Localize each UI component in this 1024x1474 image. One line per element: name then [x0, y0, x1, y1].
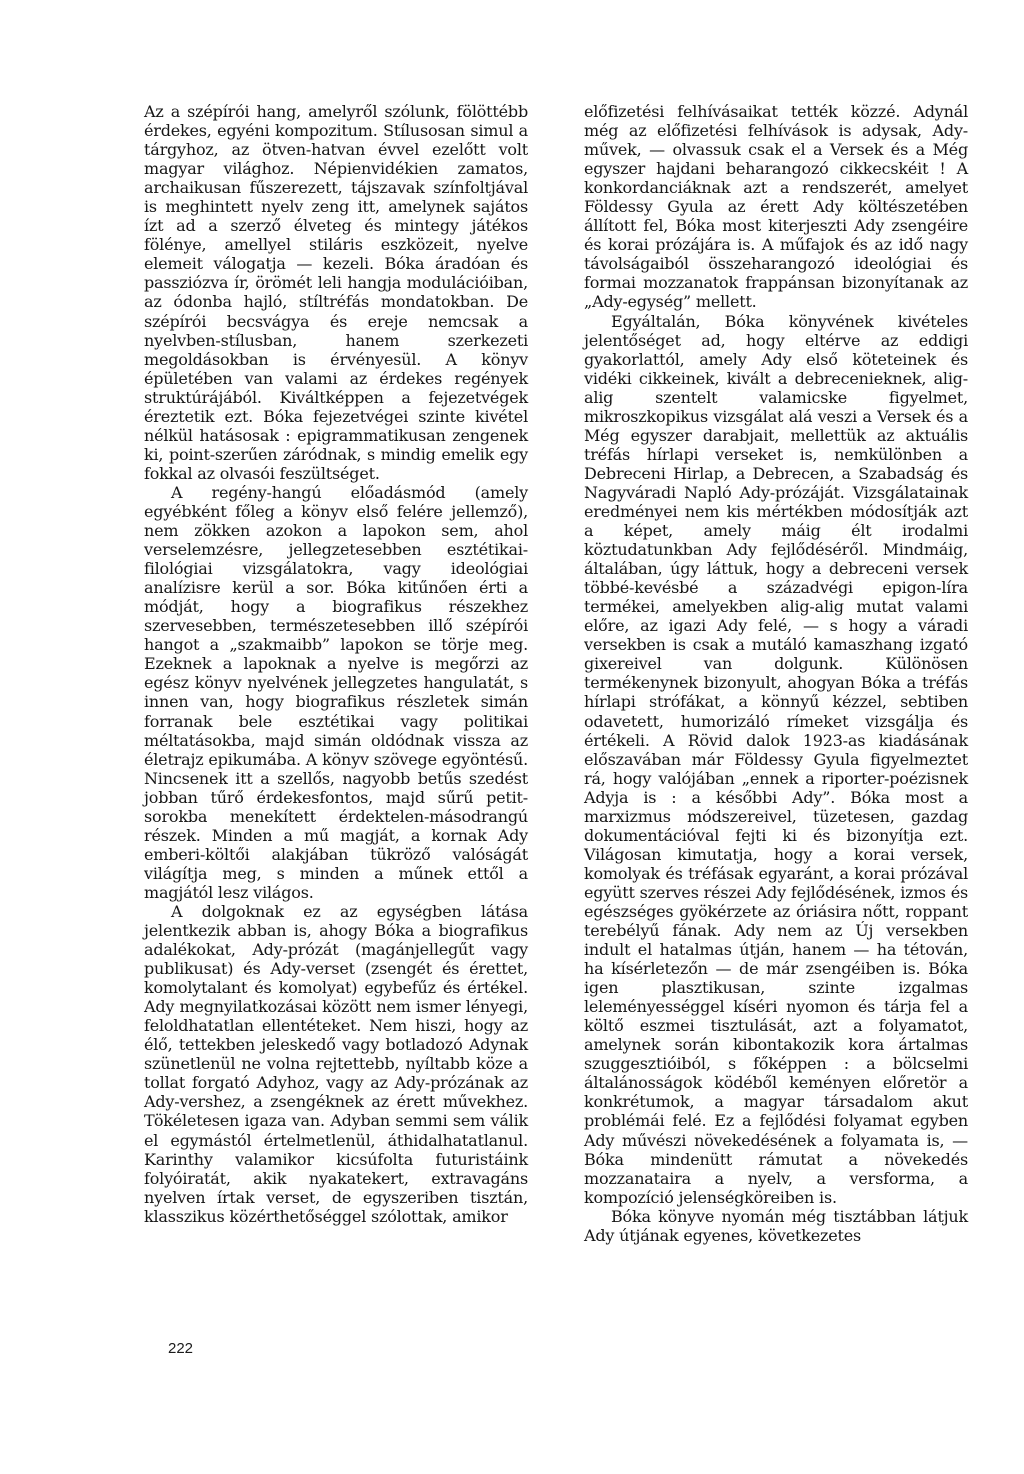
paragraph: Egyáltalán, Bóka könyvének kivételes jelentőséget ad, hogy eltérve az eddigi gyakorlattól, amely Ady első köteteinek és vidéki cikkeinek, kivált a debrecenieknek, alig-alig szentelt valamicske figyelmet, mikroszkopikus vizsgálat alá veszi a Versek és a Még egyszer darabjait, mellettük az aktuális tréfás hírlapi verseket is, nemkülönben a Debreceni Hirlap, a Debrecen, a Szabadság és Nagyváradi Napló Ady-prózáját. Vizsgálatainak eredményei nem kis mértékben módosítják azt a képet, amely máig élt irodalmi köztudatunkban Ady fejlődéséről. Mindmáig, általában, úgy láttuk, hogy a debreceni versek többé-kevésbé a századvégi epigon-líra termékei, amelyekben alig-alig mutat valami előre, az igazi Ady felé, — s hogy a váradi versekben is csak a mutáló kamaszhang izgató gixereivel van dolgunk. Különösen termékenynek bizonyult, ahogyan Bóka a tréfás hírlapi strófákat, a könnyű kézzel, sebtiben odavetett, humorizáló rímeket vizsgálja és értékeli. A Rövid dalok 1923-as kiadásának előszavában már Földessy Gyula figyelmeztet rá, hogy valójában „ennek a riporter-poézisnek Adyja is : a későbbi Ady”. Bóka most a marxizmus módszereivel, tüzetesen, gazdag dokumentációval fejti ki és bizonyítja ezt. Világosan kimutatja, hogy a korai versek, komolyak és tréfásak egyaránt, a korai prózával együtt szerves részei Ady fejlődésének, izmos és egészséges gyökérzete az óriásira nőtt, roppant terebélyű fának. Ady nem az Új versekben indult el hatalmas útján, hanem — ha tétován, ha kísérletezőn — de már zsengéiben is. Bóka igen plasztikusan, szinte izgalmas leleményességgel kíséri nyomon és tárja fel a költő eszmei tisztulását, azt a folyamatot, amelynek során kibontakozik kora ártalmas szuggesztióiból, s főképpen : a bölcselmi általánosságok ködéből keményen előretör a konkrétumok, a magyar társadalom akut problémái felé. Ez a fejlődési folyamat egyben Ady művészi növekedésének a folyamata is, — Bóka mindenütt rámutat a növekedés mozzanataira a nyelv, a versforma, a kompozíció jelenségköreiben is. — [584, 311, 968, 1207]
paragraph: Bóka könyve nyomán még tisztábban látjuk Ady útjának egyenes, következetes — [584, 1206, 968, 1245]
left-column — [144, 102, 528, 1226]
paragraph: A dolgoknak ez az egységben látása jelentkezik abban is, ahogy Bóka a biografikus adalékokat, Ady-prózát (magánjellegűt vagy publikusat) és Ady-verset (zsengét és érettet, komolytalant és komolyat) egybefűz és értékel. Ady megnyilatkozásai között nem ismer lényegi, feloldhatatlan ellentéteket. Nem hiszi, hogy az élő, tettekben jeleskedő vagy botladozó Adynak szünetlenül ne volna rejtettebb, nyíltabb köze a tollat forgató Adyhoz, vagy az Ady-prózának az Ady-vershez, a zsengéknek az érett művekhez. Tökéletesen igaza van. Adyban semmi sem válik el egymástól értelmetlenül, áthidalhatatlanul. Karinthy valamikor kicsúfolta futuristáink folyóiratát, akik nyakatekert, extravagáns nyelven írtak verset, de egyszeriben tisztán, klasszikus közérthetőséggel szólottak, amikor — [144, 901, 528, 1226]
paragraph: A regény-hangú előadásmód (amely egyébként főleg a könyv első felére jellemző), nem zökken azokon a lapokon sem, ahol verselemzésre, jellegzetesebben esztétikai-filológiai vizsgálatokra, vagy ideológiai analízisre kerül a sor. Bóka kitűnően érti a módját, hogy a biografikus részekhez szervesebben, természetesebben illő szépírói hangot a „szakmaibb” lapokon se törje meg. Ezeknek a lapoknak a nyelve is megőrzi az egész könyv nyelvének jellegzetes hangulatát, s innen van, hogy biografikus részletek simán forranak bele esztétikai vagy politikai méltatásokba, majd simán oldódnak vissza az életrajz epikumába. A könyv szövege egyöntésű. Nincsenek itt a szellős, nagyobb betűs szedést jobban tűrő érdekesfontos, majd sűrű petit-sorokba menekített érdektelen-másodrangú részek. Minden a mű magját, a kornak Ady emberi-költői alakjában tükröző valóságát világítja meg, s minden a műnek ettől a magjától lesz világos. — [144, 482, 528, 902]
page-number: 222 — [168, 1340, 194, 1357]
paragraph: Az a szépírói hang, amelyről szólunk, fölöttébb érdekes, egyéni kompozitum. Stílusosan simul a tárgyhoz, az ötven-hatvan évvel ezelőtt volt magyar világhoz. Népienvidékien zamatos, archaikusan fűszerezett, tájszavak színfoltjával is meghintett nyelv zeng itt, amelynek sajátos ízt ad a szerző élveteg és mintegy játékos fölénye, amellyel stiláris eszközeit, nyelve elemeit válogatja — kezeli. Bóka áradóan és passziózva ír, örömét leli hangja modulációiban, az ódonba hajló, stíltréfás mondatokban. De szépírói becsvágya és ereje nemcsak a nyelvben-stílusban, hanem szerkezeti megoldásokban is érvényesül. A könyv épületében van valami az érdekes regények struktúrájából. Kiváltképpen a fejezetvégek éreztetik ezt. Bóka fejezetvégei szinte kivétel nélkül hatásosak : epigrammatikusan zengenek ki, point-szerűen záródnak, s mindig emelik egy fokkal az olvasói feszültséget. — [144, 102, 528, 483]
right-column — [584, 102, 968, 1245]
paragraph: előfizetési felhívásaikat tették közzé. Adynál még az előfizetési felhívások is adysak, Ady-művek, — olvassuk csak el a Versek és a Még egyszer hajdani beharangozó cikkecskéit ! A konkordanciáknak azt a rendszerét, amelyet Földessy Gyula az érett Ady költészetében állított fel, Bóka most kiterjeszti Ady zsengéire és korai prózájára is. A műfajok és az idő nagy távolságaiból összeharangozó ideológiai és formai mozzanatok frappánsan bizonyítanak az „Ady-egység” mellett. — [584, 102, 968, 312]
